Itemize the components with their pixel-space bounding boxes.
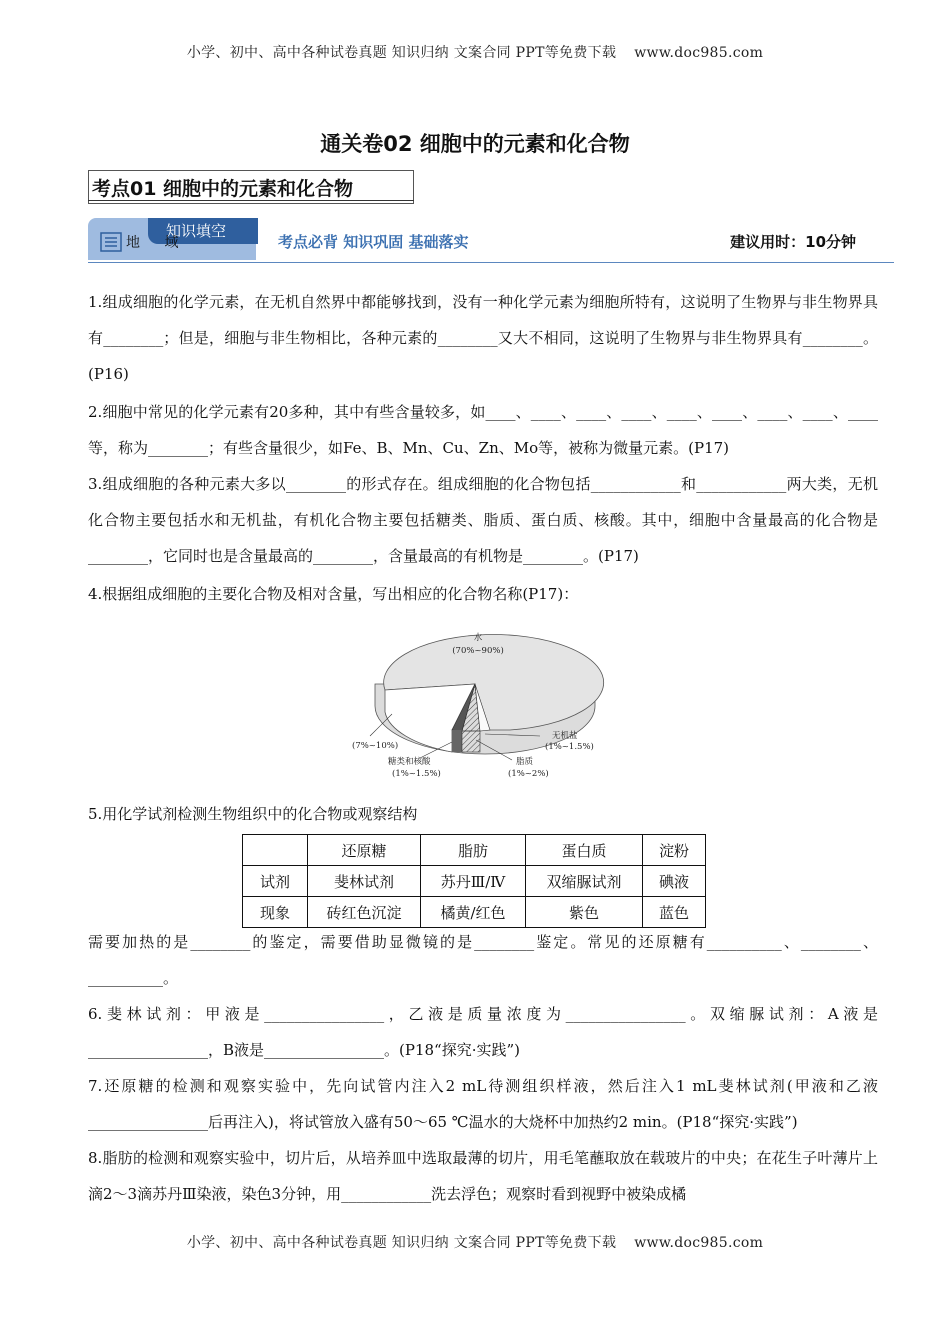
footer-text: 小学、初中、高中各种试卷真题 知识归纳 文案合同 PPT等免费下载 <box>186 1235 617 1251</box>
pie-label-sugar: 糖类和核酸 <box>388 757 431 767</box>
table-cell: 淀粉 <box>643 835 706 866</box>
table-cell: 砖红色沉淀 <box>308 897 421 928</box>
question-5: 5.用化学试剂检测生物组织中的化合物或观察结构 <box>88 805 418 823</box>
table-cell: 斐林试剂 <box>308 866 421 897</box>
question-8: 8.脂肪的检测和观察实验中，切片后，从培养皿中选取最薄的切片，用毛笔蘸取放在载玻片的中央；在花生子叶薄片上滴2～3滴苏丹Ⅲ染液，染色3分钟，用____________洗去浮色；观察时看到视野中被染成橘 <box>88 1149 878 1203</box>
question-7: 7.还原糖的检测和观察实验中，先向试管内注入2 mL待测组织样液，然后注入1 mL斐林试剂(甲液和乙液________________后再注入)，将试管放入盛有50～65 ℃温水的大烧杯中加热约2 min。(P18“探究·实践”) <box>88 1077 878 1131</box>
question-5-blanks: 需要加热的是________的鉴定，需要借助显微镜的是________鉴定。常见的还原糖有__________、________、__________。 <box>88 933 878 987</box>
table-cell <box>243 835 308 866</box>
footer-url[interactable]: www.doc985.com <box>634 1235 764 1251</box>
pie-label-water: 水 <box>473 633 483 643</box>
pie-label-salt: 无机盐 <box>552 731 578 741</box>
banner-divider <box>88 262 894 263</box>
question-1: 1.组成细胞的化学元素，在无机自然界中都能够找到，没有一种化学元素为细胞所特有，这说明了生物界与非生物界具有________；但是，细胞与非生物相比，各种元素的________又大不相同，这说明了生物界与非生物界具有________。(P16) <box>88 293 878 383</box>
question-2: 2.细胞中常见的化学元素有20多种，其中有些含量较多，如____、____、____、____、____、____、____、____、____等，称为________；有些含量很少，如Fe、B、Mn、Cu、Zn、Mo等，被称为微量元素。(P17) <box>88 403 878 457</box>
banner-sub-label: 地 域 <box>126 235 189 251</box>
table-cell: 蓝色 <box>643 897 706 928</box>
section-underline <box>88 200 414 201</box>
table-row <box>243 866 706 897</box>
banner-slogan: 考点必背 知识巩固 基础落实 <box>278 233 469 251</box>
page-header <box>0 42 950 62</box>
pie-slice-sugar-nucleic-side <box>452 730 462 752</box>
table-cell: 碘液 <box>643 866 706 897</box>
table-cell: 脂肪 <box>421 835 526 866</box>
document-icon <box>100 232 122 252</box>
reagent-table <box>242 834 706 928</box>
pie-range-sugar: (1%~1.5%) <box>392 769 441 779</box>
table-cell: 苏丹Ⅲ/Ⅳ <box>421 866 526 897</box>
header-text: 小学、初中、高中各种试卷真题 知识归纳 文案合同 PPT等免费下载 <box>186 45 617 61</box>
table-cell: 还原糖 <box>308 835 421 866</box>
suggested-time: 建议用时：10分钟 <box>730 233 856 251</box>
pie-label-lipid: 脂质 <box>516 757 534 767</box>
compound-pie-chart <box>340 618 630 790</box>
pie-range-lipid: (1%~2%) <box>508 769 549 779</box>
table-cell: 试剂 <box>243 866 308 897</box>
pie-range-water: (70%~90%) <box>452 646 504 656</box>
table-cell: 现象 <box>243 897 308 928</box>
knowledge-banner <box>88 218 894 262</box>
banner-tab-label: 知识填空 <box>166 222 227 240</box>
question-4: 4.根据组成细胞的主要化合物及相对含量，写出相应的化合物名称(P17)： <box>88 585 579 603</box>
question-3: 3.组成细胞的各种元素大多以________的形式存在。组成细胞的化合物包括____________和____________两大类，无机化合物主要包括水和无机盐，有机化合物主要包括糖类、脂质、蛋白质、核酸。其中，细胞中含量最高的化合物是________，它同时也是含量最高的________，含量最高的有机物是________。(P17) <box>88 475 878 565</box>
pie-range-salt: (1%~1.5%) <box>545 742 594 752</box>
table-cell: 紫色 <box>526 897 643 928</box>
table-cell: 橘黄/红色 <box>421 897 526 928</box>
table-row <box>243 897 706 928</box>
pie-range-protein: (7%~10%) <box>352 741 399 751</box>
page-footer <box>0 1232 950 1252</box>
header-url[interactable]: www.doc985.com <box>634 45 764 61</box>
question-6: 6.斐林试剂：甲液是________________，乙液是质量浓度为________________。双缩脲试剂：A液是________________，B液是________________。(P18“探究·实践”) <box>88 1005 878 1059</box>
section-title: 考点01 细胞中的元素和化合物 <box>92 178 354 200</box>
table-cell: 蛋白质 <box>526 835 643 866</box>
page-title: 通关卷02 细胞中的元素和化合物 <box>320 132 630 156</box>
pie-slice-lipid-side <box>462 731 480 752</box>
table-row <box>243 835 706 866</box>
table-cell: 双缩脲试剂 <box>526 866 643 897</box>
